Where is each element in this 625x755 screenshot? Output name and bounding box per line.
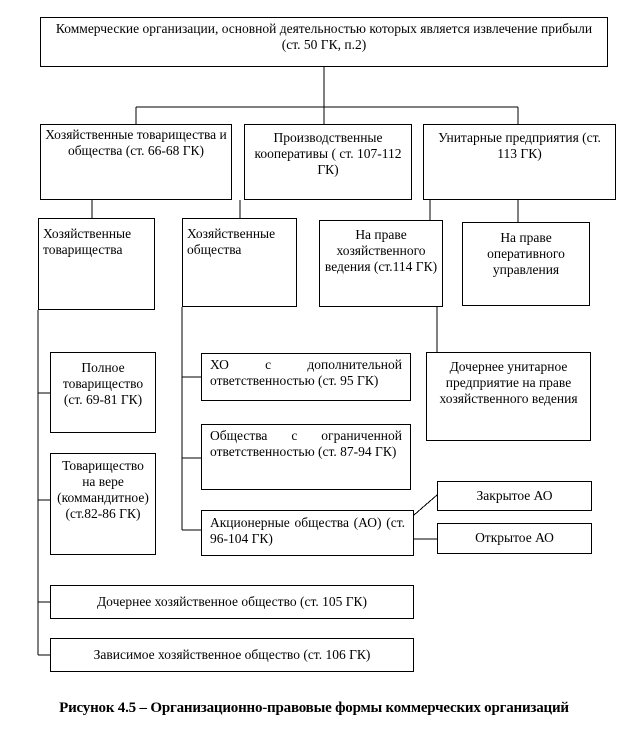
root-box	[40, 17, 608, 67]
economic-management-label: На праве хозяйственного ведения (ст.114 ГК)	[324, 227, 438, 274]
closed-jsc-box	[437, 481, 592, 511]
cooperatives-label: Производственные кооперативы ( ст. 107-112 ГК)	[254, 130, 402, 177]
limited-partnership-label: Товарищество на вере (коммандитное) (ст.82-86 ГК)	[57, 458, 149, 521]
economic-management-box	[319, 220, 443, 307]
dependent-company-box	[50, 638, 414, 672]
additional-liability-label: ХО с дополнительной ответственностью (ст. 95 ГК)	[210, 357, 402, 388]
subsidiary-unitary-label: Дочернее унитарное предприятие на праве хозяйственного ведения	[439, 359, 578, 406]
llc-box	[201, 424, 411, 490]
unitary-box	[423, 124, 616, 200]
jsc-label: Акционерные общества (АО) (ст. 96-104 ГК)	[210, 515, 405, 546]
unitary-label: Унитарные предприятия (ст. 113 ГК)	[438, 130, 601, 161]
full-partnership-label: Полное товарищество (ст. 69-81 ГК)	[62, 360, 144, 407]
figure-caption: Рисунок 4.5 – Организационно-правовые формы коммерческих организаций	[59, 700, 569, 716]
subsidiary-company-box	[50, 585, 414, 619]
open-jsc-box	[437, 523, 592, 554]
open-jsc-label: Открытое АО	[475, 530, 554, 545]
subsidiary-company-label: Дочернее хозяйственное общество (ст. 105 ГК)	[96, 594, 368, 609]
partnerships-label: Хозяйственные товарищества	[43, 226, 132, 257]
dependent-company-label: Зависимое хозяйственное общество (ст. 106 ГК)	[93, 647, 371, 662]
partnerships-and-companies-label: Хозяйственные товарищества и общества (ст. 66-68 ГК)	[45, 127, 227, 158]
subsidiary-unitary-box	[426, 352, 591, 441]
companies-box	[182, 218, 297, 307]
operational-management-label: На праве оперативного управления	[487, 230, 565, 277]
additional-liability-box	[201, 353, 411, 401]
partnerships-box	[38, 218, 155, 310]
limited-partnership-box	[50, 453, 156, 555]
partnerships-and-companies-box	[40, 124, 232, 200]
jsc-box	[201, 510, 414, 556]
operational-management-box	[462, 222, 590, 306]
closed-jsc-label: Закрытое АО	[476, 488, 553, 503]
root-label: Коммерческие организации, основной деятельностью которых является извлечение прибыли (ст. 50 ГК, п.2)	[55, 21, 593, 52]
full-partnership-box	[50, 352, 156, 433]
llc-label: Общества с ограниченной ответственностью (ст. 87-94 ГК)	[210, 428, 402, 459]
cooperatives-box	[244, 124, 412, 200]
companies-label: Хозяйственные общества	[187, 226, 276, 257]
